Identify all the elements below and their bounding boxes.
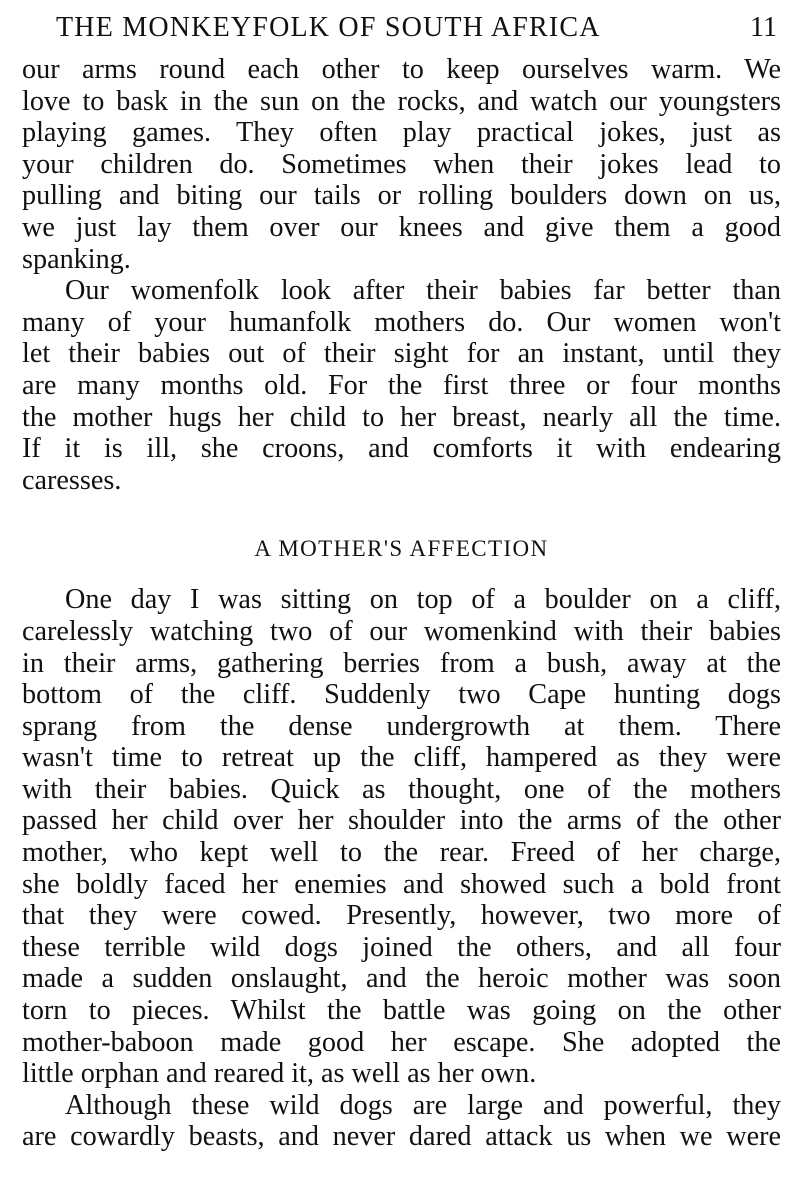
text-line: Our womenfolk look after their babies far better than [65,275,781,307]
text-line: let their babies out of their sight for an instant, until they [22,338,781,370]
text-line: the mother hugs her child to her breast, nearly all the time. [22,401,781,433]
running-head [22,0,781,54]
text-line: pulling and biting our tails or rolling boulders down on us, [22,180,781,212]
text-line: made a sudden onslaught, and the heroic mother was soon [22,963,781,995]
text-line: carelessly watching two of our womenkind with their babies [22,615,781,647]
text-line: little orphan and reared it, as well as her own. [22,1058,537,1090]
text-line: these terrible wild dogs joined the others, and all four [22,931,781,963]
text-line: with their babies. Quick as thought, one of the mothers [22,773,781,805]
text-line: passed her child over her shoulder into the arms of the other [22,805,781,837]
text-line: we just lay them over our knees and give them a good [22,211,781,243]
text-line: your children do. Sometimes when their jokes lead to [22,148,781,180]
text-line: in their arms, gathering berries from a bush, away at the [22,647,781,679]
text-line: If it is ill, she croons, and comforts it with endearing [22,433,781,465]
text-line: are cowardly beasts, and never dared attack us when we were [22,1121,781,1153]
text-line: caresses. [22,464,122,496]
text-line: mother, who kept well to the rear. Freed of her charge, [22,837,781,869]
text-line: are many months old. For the first three or four months [22,369,781,401]
page-number: 11 [750,12,777,43]
text-line: she boldly faced her enemies and showed such a bold front [22,868,781,900]
text-line: bottom of the cliff. Suddenly two Cape hunting dogs [22,679,781,711]
text-line: One day I was sitting on top of a boulder on a cliff, [65,584,781,616]
text-line: our arms round each other to keep ourselves warm. We [22,54,781,85]
text-line: many of your humanfolk mothers do. Our women won't [22,306,781,338]
text-line: love to bask in the sun on the rocks, and watch our youngsters [22,85,781,117]
text-line: sprang from the dense undergrowth at them. There [22,710,781,742]
text-line: that they were cowed. Presently, however, two more of [22,900,781,932]
running-title: THE MONKEYFOLK OF SOUTH AFRICA [56,12,601,43]
paragraph-2 [22,275,781,496]
text-line: torn to pieces. Whilst the battle was going on the other [22,995,781,1027]
text-line: mother-baboon made good her escape. She adopted the [22,1026,781,1058]
text-line: wasn't time to retreat up the cliff, hampered as they were [22,742,781,774]
paragraph-3 [22,584,781,1090]
text-line: playing games. They often play practical jokes, just as [22,117,781,149]
paragraph-1 [22,54,781,275]
paragraph-4 [22,1090,781,1153]
text-line: spanking. [22,243,131,275]
section-heading: A MOTHER'S AFFECTION [254,536,549,562]
text-line: Although these wild dogs are large and powerful, they [65,1089,781,1121]
